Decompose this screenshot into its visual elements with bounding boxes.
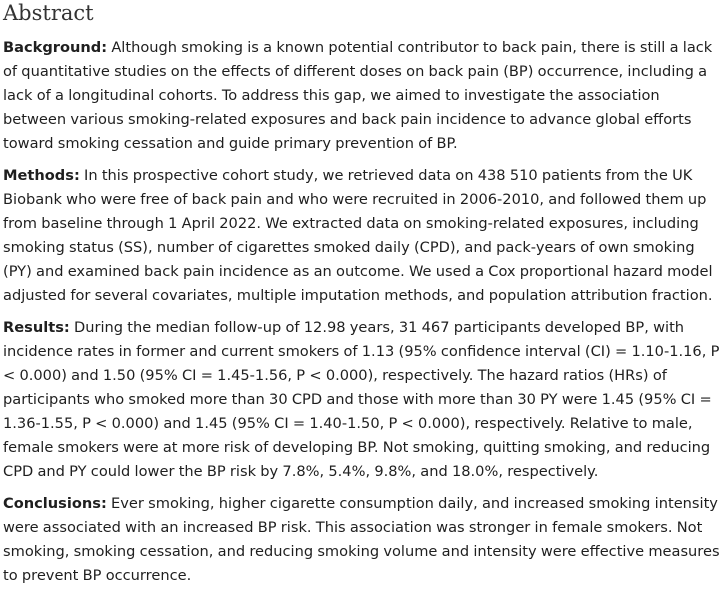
background-text: Although smoking is a known potential contributor to back pain, there is still a lack of quantitative studies on the effects of different doses on back pain (BP) occurrence, including a lack of a longitudinal cohorts. To address this gap, we aimed to investigate the association between various smoking-related exposures and back pain incidence to advance global efforts toward smoking cessation and guide primary prevention of BP. [3, 39, 713, 152]
abstract-heading: Abstract [3, 1, 94, 25]
abstract [3, 0, 725, 588]
results-section [3, 316, 725, 484]
conclusions-text: Ever smoking, higher cigarette consumption daily, and increased smoking intensity were associated with an increased BP risk. This association was stronger in female smokers. Not smoking, smoking cessation, and reducing smoking volume and intensity were effective measures to prevent BP occurrence. [3, 495, 720, 584]
results-label: Results: [3, 319, 70, 336]
methods-text: In this prospective cohort study, we retrieved data on 438 510 patients from the UK Biobank who were free of back pain and who were recruited in 2006-2010, and followed them up from baseline through 1 April 2022. We extracted data on smoking-related exposures, including smoking status (SS), number of cigarettes smoked daily (CPD), and pack-years of own smoking (PY) and examined back pain incidence as an outcome. We used a Cox proportional hazard model adjusted for several covariates, multiple imputation methods, and population attribution fraction. [3, 167, 713, 304]
conclusions-section [3, 492, 725, 588]
results-text: During the median follow-up of 12.98 years, 31 467 participants developed BP, with incidence rates in former and current smokers of 1.13 (95% confidence interval (CI) = 1.10-1.16, P < 0.000) and 1.50 (95% CI = 1.45-1.56, P < 0.000), respectively. The hazard ratios (HRs) of participants who smoked more than 30 CPD and those with more than 30 PY were 1.45 (95% CI = 1.36-1.55, P < 0.000) and 1.45 (95% CI = 1.40-1.50, P < 0.000), respectively. Relative to male, female smokers were at more risk of developing BP. Not smoking, quitting smoking, and reducing CPD and PY could lower the BP risk by 7.8%, 5.4%, 9.8%, and 18.0%, respectively. [3, 319, 720, 480]
methods-section [3, 164, 725, 308]
background-section [3, 36, 725, 156]
background-label: Background: [3, 39, 108, 56]
conclusions-label: Conclusions: [3, 495, 107, 512]
methods-label: Methods: [3, 167, 80, 184]
